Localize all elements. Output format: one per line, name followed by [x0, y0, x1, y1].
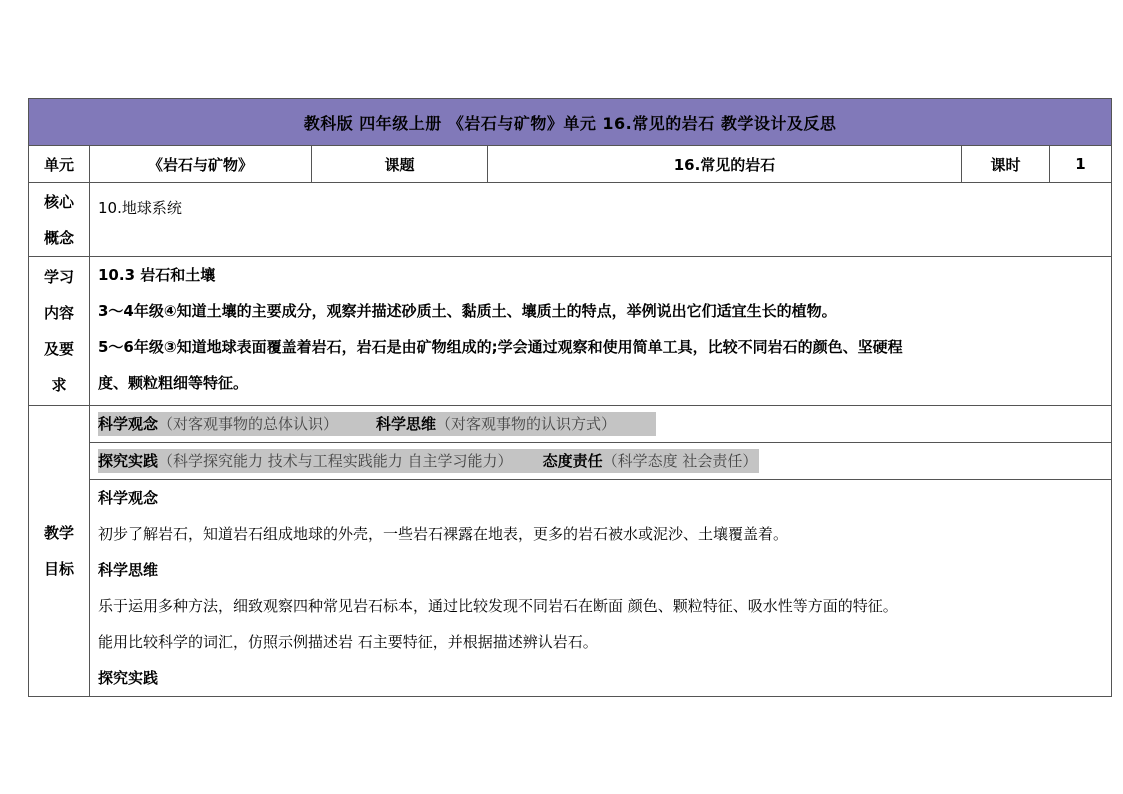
learning-line: 3～4年级④知道土壤的主要成分，观察并描述砂质土、黏质土、壤质土的特点，举例说出它们适宜生长的植物。 [98, 302, 837, 320]
objectives-legend-row-2 [29, 443, 1112, 480]
legend-highlight-1 [98, 412, 656, 436]
practice-desc: （科学探究能力 技术与工程实践能力 自主学习能力） [158, 452, 513, 470]
core-concept-text: 10.地球系统 [90, 183, 1112, 257]
document-title: 教科版 四年级上册 《岩石与矿物》单元 16.常见的岩石 教学设计及反思 [29, 99, 1112, 146]
thinking-desc: （对客观事物的认识方式） [436, 415, 617, 433]
thinking-heading: 科学思维 [98, 561, 159, 579]
learning-line: 度、颗粒粗细等特征。 [98, 374, 249, 392]
practice-heading: 探究实践 [98, 669, 159, 687]
core-concept-row [29, 183, 1112, 257]
legend-line-2 [90, 443, 1112, 480]
concept-key: 科学观念 [98, 415, 159, 433]
lesson-plan-table [28, 98, 1112, 697]
learning-content-text [90, 257, 1112, 406]
practice-key: 探究实践 [98, 452, 159, 470]
unit-value: 《岩石与矿物》 [90, 146, 312, 183]
unit-label: 单元 [29, 146, 90, 183]
period-value: 1 [1050, 146, 1112, 183]
concept-text: 初步了解岩石，知道岩石组成地球的外壳，一些岩石裸露在地表，更多的岩石被水或泥沙、土壤覆盖着。 [98, 525, 789, 543]
thinking-text: 能用比较科学的词汇，仿照示例描述岩 石主要特征，并根据描述辨认岩石。 [98, 633, 598, 651]
learning-line: 10.3 岩石和土壤 [98, 266, 216, 284]
objectives-detail-row [29, 480, 1112, 697]
learning-line: 5～6年级③知道地球表面覆盖着岩石，岩石是由矿物组成的;学会通过观察和使用简单工具，比较不同岩石的颜色、坚硬程 [98, 338, 903, 356]
core-concept-label: 核心 概念 [29, 183, 90, 257]
objectives-label: 教学 目标 [29, 406, 90, 697]
thinking-key: 科学思维 [376, 415, 437, 433]
concept-desc: （对客观事物的总体认识） [158, 415, 339, 433]
attitude-key: 态度责任 [542, 452, 603, 470]
topic-value: 16.常见的岩石 [488, 146, 962, 183]
attitude-desc: （科学态度 社会责任） [602, 452, 758, 470]
legend-highlight-2 [98, 449, 759, 473]
objectives-legend-row-1 [29, 406, 1112, 443]
period-label: 课时 [962, 146, 1050, 183]
title-row [29, 99, 1112, 146]
thinking-text: 乐于运用多种方法，细致观察四种常见岩石标本，通过比较发现不同岩石在断面 颜色、颗粒特征、吸水性等方面的特征。 [98, 597, 898, 615]
objectives-detail [90, 480, 1112, 697]
concept-heading: 科学观念 [98, 489, 159, 507]
learning-content-label: 学习 内容 及要 求 [29, 257, 90, 406]
header-row [29, 146, 1112, 183]
topic-label: 课题 [312, 146, 488, 183]
learning-content-row [29, 257, 1112, 406]
legend-line-1 [90, 406, 1112, 443]
